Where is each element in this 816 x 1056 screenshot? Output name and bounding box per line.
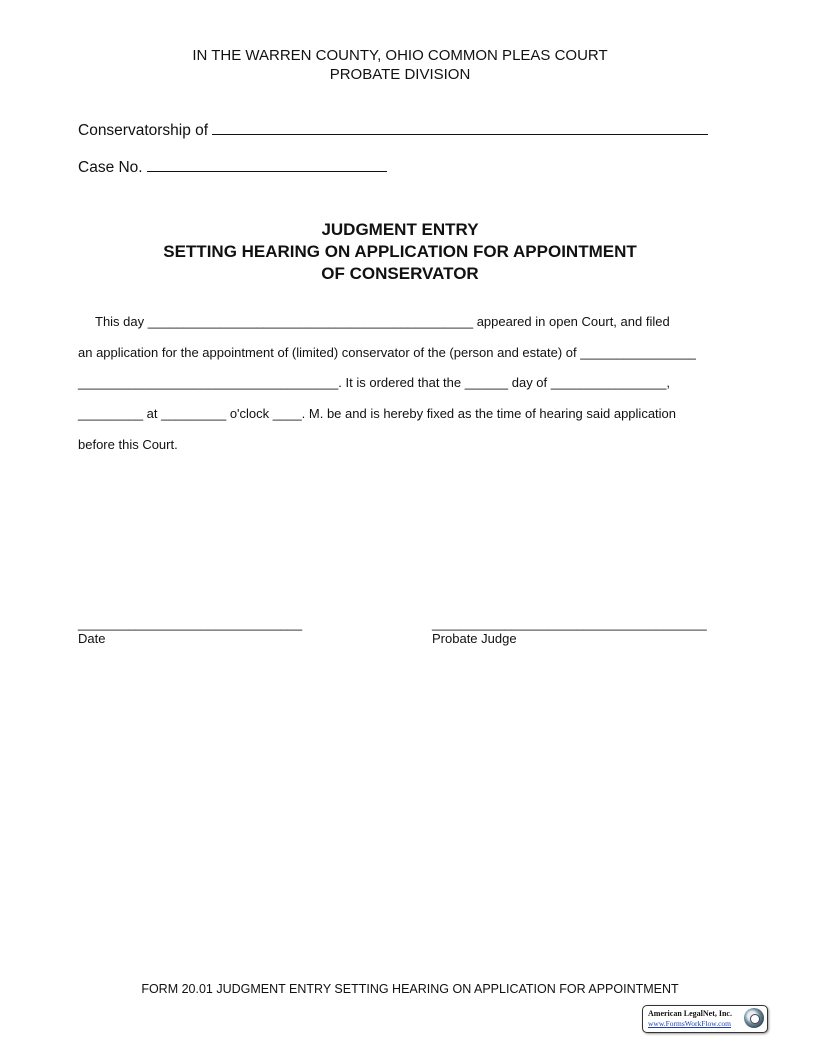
body-line-5: before this Court. [78,437,178,452]
court-division: PROBATE DIVISION [329,66,471,83]
date-label: Date [78,631,106,646]
logo-url-link[interactable]: www.FormsWorkFlow.com [648,1019,732,1028]
body-line-2[interactable]: an application for the appointment of (limited) conservator of the (person and estate) of ________________ [78,345,696,360]
body-line-1[interactable]: This day _____________________________________________ appeared in open Court, and filed [95,314,670,329]
american-legalnet-logo[interactable] [642,1005,768,1033]
judge-signature-line[interactable]: ______________________________________ [432,616,707,631]
court-name: IN THE WARREN COUNTY, OHIO COMMON PLEAS COURT [192,47,608,64]
conservatorship-field [78,120,708,140]
body-line-3[interactable]: ____________________________________. It is ordered that the ______ day of ________________, [78,375,671,390]
conservatorship-input[interactable] [212,120,708,135]
body-line-4[interactable]: _________ at _________ o'clock ____. M. be and is hereby fixed as the time of hearing said application [78,406,677,421]
case-number-field [78,157,387,177]
case-number-input[interactable] [147,157,387,172]
court-header [0,46,800,84]
date-signature-line[interactable]: _______________________________ [78,616,303,631]
logo-company-name: American LegalNet, Inc. [648,1009,732,1018]
globe-icon [744,1008,764,1028]
case-number-label: Case No. [78,159,143,176]
judge-label: Probate Judge [432,631,517,646]
document-title [0,219,800,285]
title-line-1: JUDGMENT ENTRY [321,220,479,239]
conservatorship-label: Conservatorship of [78,122,209,139]
form-footer: FORM 20.01 JUDGMENT ENTRY SETTING HEARING ON APPLICATION FOR APPOINTMENT [141,982,679,996]
title-line-2: SETTING HEARING ON APPLICATION FOR APPOINTMENT [163,242,637,261]
title-line-3: OF CONSERVATOR [321,264,479,283]
